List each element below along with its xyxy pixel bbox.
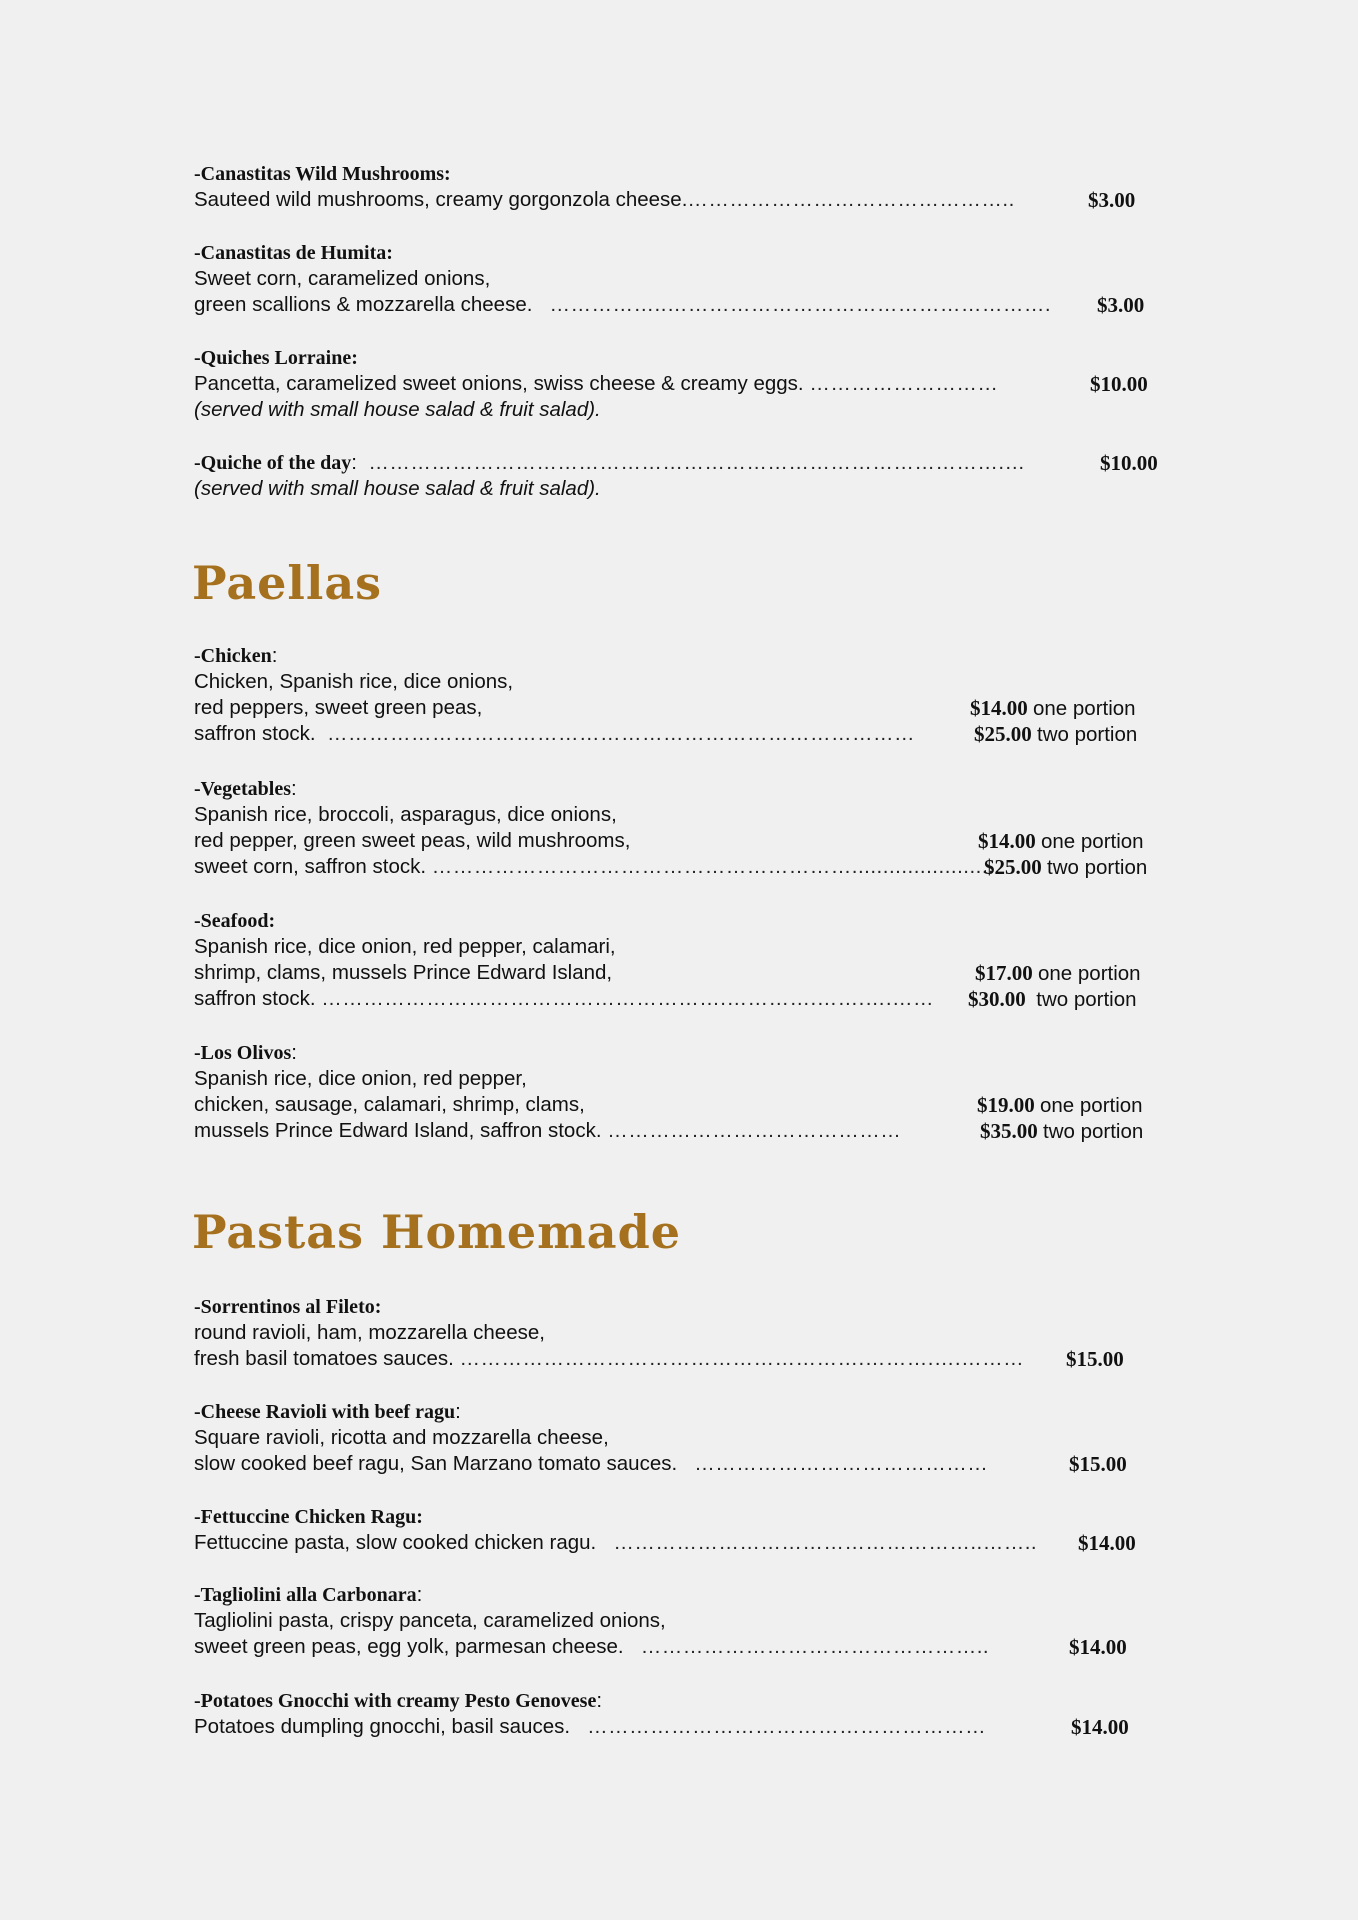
item-description: mussels Prince Edward Island, saffron stock. (194, 1119, 602, 1142)
item-description: Potatoes dumpling gnocchi, basil sauces. (194, 1715, 571, 1738)
item-name: -Fettuccine Chicken Ragu: (194, 1506, 423, 1528)
menu-item-paella-seafood (194, 908, 1194, 1012)
item-description: Spanish rice, broccoli, asparagus, dice onions, (194, 803, 617, 826)
item-price: $14.00 (1071, 1715, 1129, 1739)
dot-leader: ……………………… (809, 372, 999, 395)
item-price: $3.00 (1088, 188, 1136, 212)
menu-item-tagliolini (194, 1582, 1194, 1660)
menu-item-sorrentinos (194, 1294, 1194, 1372)
price-two-portion: $30.00 two portion (968, 987, 1137, 1011)
item-description: Square ravioli, ricotta and mozzarella cheese, (194, 1426, 609, 1449)
item-price: $14.00 (1069, 1635, 1127, 1659)
item-price: $15.00 (1069, 1452, 1127, 1476)
dot-leader: …………………………………… (694, 1452, 989, 1475)
item-description: chicken, sausage, calamari, shrimp, clams, (194, 1093, 585, 1116)
item-colon: : (596, 1689, 603, 1712)
dot-leader: ……………………………………………………........................ (431, 855, 1001, 878)
price-one-portion: $19.00 one portion (977, 1093, 1143, 1117)
menu-item-paella-los-olivos (194, 1040, 1194, 1144)
item-name: -Vegetables (194, 778, 292, 800)
item-description: Spanish rice, dice onion, red pepper, (194, 1067, 527, 1090)
dot-leader: ………………………………………….. (640, 1635, 990, 1658)
item-name: -Tagliolini alla Carbonara (194, 1584, 417, 1606)
item-description: saffron stock. (194, 722, 316, 745)
dot-leader: ……………..………………………………………………. (549, 293, 1052, 316)
price-two-portion: $25.00 two portion (984, 855, 1148, 879)
item-description: Sauteed wild mushrooms, creamy gorgonzola cheese. (194, 188, 688, 211)
item-description: Chicken, Spanish rice, dice onions, (194, 670, 514, 693)
item-colon: : (291, 1041, 297, 1064)
item-note: (served with small house salad & fruit salad). (194, 398, 601, 421)
price-one-portion: $14.00 one portion (978, 829, 1144, 853)
dot-leader: ………………………………………………….………….…….….…… (321, 987, 935, 1010)
dot-leader: ………………………………………………… (587, 1715, 987, 1738)
price-two-portion: $35.00 two portion (980, 1119, 1144, 1143)
item-description: Fettuccine pasta, slow cooked chicken ragu. (194, 1531, 597, 1554)
dot-leader: ………………………………………………….……….….……… (459, 1347, 1025, 1370)
item-description: Tagliolini pasta, crispy panceta, caramelized onions, (194, 1609, 666, 1632)
item-colon: : (455, 1400, 461, 1423)
item-name: -Canastitas de Humita: (194, 242, 393, 264)
menu-item-quiches-lorraine (194, 345, 1194, 423)
item-note: (served with small house salad & fruit salad). (194, 477, 601, 500)
item-description: Spanish rice, dice onion, red pepper, calamari, (194, 935, 616, 958)
item-price: $3.00 (1097, 293, 1145, 317)
menu-item-fettuccine (194, 1504, 1194, 1556)
item-colon: : (291, 777, 297, 800)
item-description: sweet green peas, egg yolk, parmesan cheese. (194, 1635, 624, 1658)
dot-leader: …………………………………… (607, 1119, 902, 1142)
section-title-paellas: Paellas (192, 556, 383, 610)
item-description: round ravioli, ham, mozzarella cheese, (194, 1321, 545, 1344)
menu-item-gnocchi (194, 1688, 1194, 1740)
item-name: -Quiches Lorraine: (194, 347, 358, 369)
menu-item-cheese-ravioli (194, 1399, 1194, 1477)
item-price: $10.00 (1100, 451, 1158, 475)
item-colon: : (351, 451, 357, 474)
item-price: $15.00 (1066, 1347, 1124, 1371)
item-name: -Canastitas Wild Mushrooms: (194, 163, 451, 185)
item-description: sweet corn, saffron stock. (194, 855, 427, 878)
item-price: $14.00 (1078, 1531, 1136, 1555)
item-name: -Quiche of the day (194, 452, 352, 474)
dot-leader: ……………………………………………..…….. (613, 1531, 1038, 1554)
dot-leader: ……………………………………….. (687, 188, 1015, 211)
item-description: red peppers, sweet green peas, (194, 696, 483, 719)
item-name: -Los Olivos (194, 1042, 292, 1064)
price-one-portion: $14.00 one portion (970, 696, 1136, 720)
item-description: shrimp, clams, mussels Prince Edward Island, (194, 961, 613, 984)
section-title-pastas: Pastas Homemade (192, 1205, 682, 1259)
item-description: green scallions & mozzarella cheese. (194, 293, 533, 316)
price-one-portion: $17.00 one portion (975, 961, 1141, 985)
price-two-portion: $25.00 two portion (974, 722, 1138, 746)
menu-item-paella-chicken (194, 643, 1194, 747)
item-colon: : (271, 644, 278, 667)
item-description: Sweet corn, caramelized onions, (194, 267, 491, 290)
item-description: saffron stock. (194, 987, 316, 1010)
item-description: fresh basil tomatoes sauces. (194, 1347, 454, 1370)
menu-item-canastitas-mushrooms (194, 161, 1194, 213)
item-description: slow cooked beef ragu, San Marzano tomato sauces. (194, 1452, 678, 1475)
item-name: -Cheese Ravioli with beef ragu (194, 1401, 456, 1423)
item-name: -Sorrentinos al Fileto: (194, 1296, 382, 1318)
menu-item-canastitas-humita (194, 240, 1194, 318)
item-description: Pancetta, caramelized sweet onions, swiss cheese & creamy eggs. (194, 372, 804, 395)
dot-leader: ………………………………………………………………………… (326, 722, 915, 745)
item-colon: : (416, 1583, 423, 1606)
menu-item-paella-vegetables (194, 776, 1194, 880)
item-name: -Potatoes Gnocchi with creamy Pesto Genovese (194, 1690, 597, 1712)
menu-item-quiche-of-the-day (194, 450, 1194, 502)
item-name: -Seafood: (194, 910, 276, 932)
dot-leader: ……………………………………………………………………………….… (368, 451, 1026, 474)
item-price: $10.00 (1090, 372, 1148, 396)
item-description: red pepper, green sweet peas, wild mushrooms, (194, 829, 631, 852)
item-name: -Chicken (194, 645, 272, 667)
